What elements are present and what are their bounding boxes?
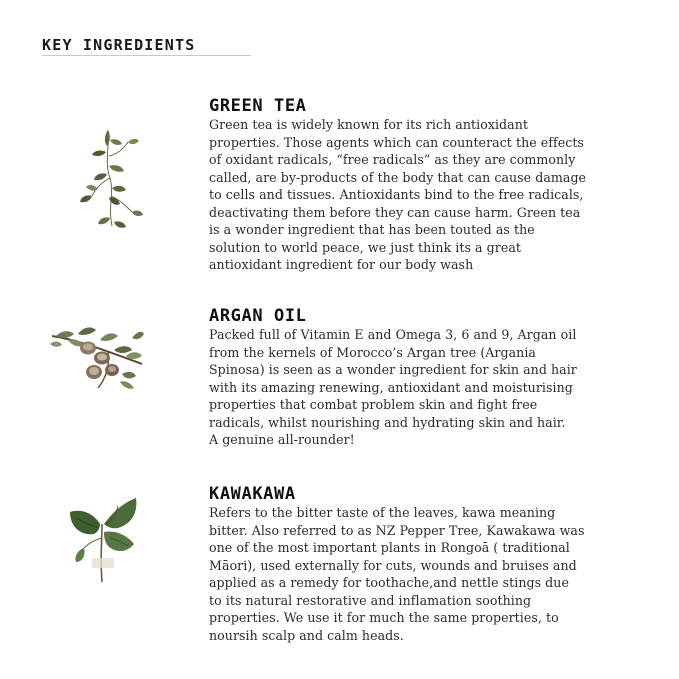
- description-line: is a wonder ingredient that has been touted as the: [209, 222, 535, 237]
- ingredient-description: [209, 116, 649, 274]
- description-line: properties that combat problem skin and fight free: [209, 397, 538, 412]
- description-line: noursih scalp and calm heads.: [209, 627, 404, 643]
- description-line: applied as a remedy for toothache,and nettle stings due: [209, 575, 569, 590]
- argan-branch-illustration: [48, 314, 146, 398]
- description-line: properties. We use it for much the same properties, to: [209, 610, 559, 625]
- kawakawa-leaf-illustration: [64, 494, 144, 584]
- green-tea-sprig-illustration: [74, 126, 144, 234]
- ingredient-title: ARGAN OIL: [209, 306, 307, 326]
- description-line: with its amazing renewing, antioxidant and moisturising: [209, 379, 573, 395]
- description-line: Green tea is widely known for its rich antioxidant: [209, 117, 529, 132]
- page-title: KEY INGREDIENTS: [42, 36, 196, 54]
- description-line: Māori), used externally for cuts, wounds and bruises and: [209, 557, 577, 573]
- description-line: of oxidant radicals, “free radicals” as they are commonly: [209, 152, 576, 167]
- description-line: properties. Those agents which can counteract the effects: [209, 134, 584, 150]
- description-line: solution to world peace, we just think its a great: [209, 239, 522, 255]
- description-line: to its natural restorative and inflamation soothing: [209, 592, 532, 608]
- description-line: deactivating them before they can cause harm. Green tea: [209, 204, 581, 220]
- description-line: A genuine all-rounder!: [209, 432, 355, 447]
- description-line: called, are by-products of the body that can cause damage: [209, 169, 587, 185]
- ingredient-title: KAWAKAWA: [209, 484, 296, 504]
- description-line: Spinosa) is seen as a wonder ingredient for skin and hair: [209, 362, 577, 377]
- description-line: antioxidant ingredient for our body wash: [209, 257, 474, 272]
- description-line: radicals, whilst nourishing and hydrating skin and hair.: [209, 414, 566, 430]
- title-underline: [42, 55, 251, 56]
- description-line: from the kernels of Morocco’s Argan tree (Argania: [209, 344, 536, 360]
- ingredient-description: [209, 504, 649, 644]
- description-line: bitter. Also referred to as NZ Pepper Tree, Kawakawa was: [209, 522, 585, 538]
- ingredient-description: [209, 326, 649, 449]
- description-line: Packed full of Vitamin E and Omega 3, 6 and 9, Argan oil: [209, 327, 577, 342]
- description-line: one of the most important plants in Rongoā ( traditional: [209, 540, 570, 555]
- description-line: Refers to the bitter taste of the leaves, kawa meaning: [209, 505, 556, 520]
- description-line: to cells and tissues. Antioxidants bind to the free radicals,: [209, 187, 584, 202]
- ingredient-title: GREEN TEA: [209, 96, 307, 116]
